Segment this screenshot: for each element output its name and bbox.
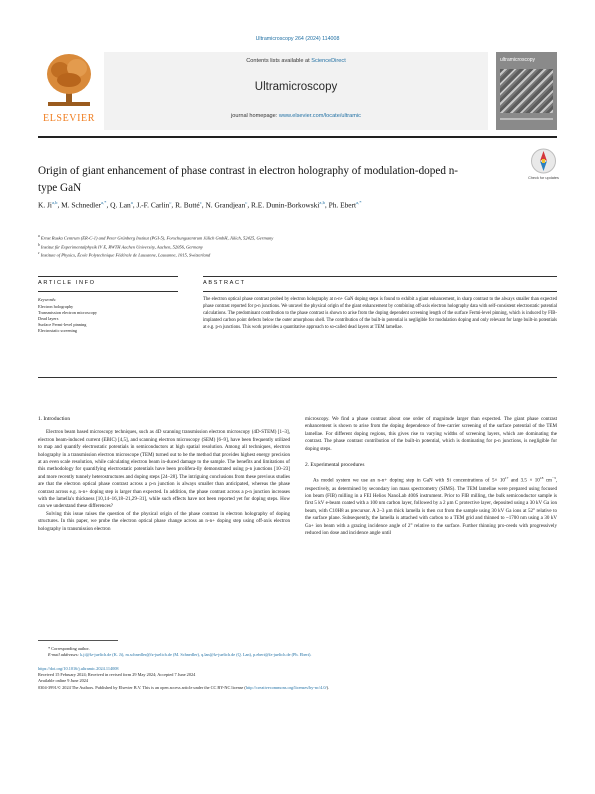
abstract-text: The electron optical phase contrast probed by electron holography at n-n+ GaN doping steps is found to exhibit a giant enhancement, in sharp contrast to the always smaller than expected phase contrast reported for p-n junctions. We unravel the physical origin of the giant enhancement by combining off-axis electron holography data with self-consistent electrostatic potential calculations. The predominant contribution to the phase contrast is shown to arise from the doping dependent screening length of the surface Fermi-level pinning, which is induced by FIB-implanted carbon point defects below the outer amorphous shell. The contribution of the built-in potential is negligible for modulation doping and only relevant for large built-in potentials at e.g. p-n junctions. This work provides a quantitative approach to so-called dead layers at TEM lamellae.	[203, 297, 557, 330]
section-1-paragraph-2: Solving this issue raises the question of the physical origin of the phase contrast in electron holography of doping structures. In this paper, we probe the electron optical phase change across an n-n+ doping step using off-axis electron holography in transmission electron	[38, 510, 290, 532]
abstract-rule-top	[203, 276, 557, 277]
received-dates: Received 15 February 2024; Received in revised form 29 May 2024; Accepted 7 June 2024	[38, 672, 196, 678]
corresponding-author-note: * Corresponding author.	[48, 646, 90, 651]
doi-link[interactable]: https://doi.org/10.1016/j.ultramic.2024.114008	[38, 666, 119, 671]
author-list: K. Ji$^{a,b}$, M. Schnedler$^{a,*}$, Q. Lan$^a$, J.-F. Carlin$^c$, R. Butté$^c$, N. Grandjean$^c$, R.E. Dunin-Borkowski$^{a,b}$, Ph. Ebert$^{a,*}$	[38, 200, 362, 210]
body-column-right	[305, 416, 557, 537]
sec2-text-a: As model system we use an n-n+ doping step in GaN with Si concentrations of 5× 10	[313, 478, 505, 485]
author-affiliation-marker[interactable]: a	[130, 200, 133, 205]
affiliation-text: Institute of Physics, École Polytechnique Fédérale de Lausanne, Lausanne, 1015, Switzerland	[40, 252, 211, 258]
keyword-item: Surface Fermi-level pinning	[38, 321, 87, 327]
sec2-exp-1: 17	[504, 476, 509, 481]
cover-title: ultramicroscopy	[500, 57, 536, 63]
article-info-rule-top	[38, 276, 178, 277]
publisher-name: ELSEVIER	[42, 113, 96, 124]
author-affiliation-marker[interactable]: c	[199, 200, 202, 205]
email-addresses[interactable]: k.ji@fz-juelich.de (K. Ji), m.schnedler@fz-juelich.de (M. Schnedler), q.lan@fz-juelich.de (Q. Lan), p.ebert@fz-juelich.de (Ph. Ebert).	[80, 652, 312, 658]
header-rule	[38, 136, 557, 138]
keyword-item: Transmission electron microscopy	[38, 309, 98, 315]
author-affiliation-marker[interactable]: a,b	[319, 200, 325, 205]
footnote-rule	[38, 640, 118, 641]
sec2-text-c: cm	[543, 478, 552, 485]
article-info-rule-bottom	[38, 291, 178, 292]
section-1-paragraph-3: microscopy. We find a phase contrast about one order of magnitude larger than expected. The giant phase contrast enhancement is shown to arise from the doping dependence of free-carrier screening of the surface potential of the TEM lamellae. For different doping regions, this gives rise to varying widths of screening layers, which are dominating the contrast. The phase contrast contribution of the built-in potential, which is dominating for p-n junctions, is negligible for doping steps.	[305, 416, 557, 452]
author-affiliation-marker[interactable]: a,*	[100, 200, 107, 205]
keyword-item: Electrostatic screening	[38, 327, 78, 333]
article-title	[38, 163, 468, 197]
author-affiliation-marker[interactable]: c	[245, 200, 248, 205]
available-online: Available online 9 June 2024	[38, 678, 89, 684]
affiliation-list	[38, 233, 557, 259]
author-name[interactable]: N. Grandjean	[205, 200, 246, 210]
affiliation-text: Ernst Ruska Centrum (ER-C-1) and Peter Grünberg Institut (PGI-5), Forschungszentrum Jülich GmbH, Jülich, 52425, Germany	[40, 235, 274, 241]
sec2-exp-3: −3	[551, 476, 556, 481]
crossmark-icon[interactable]	[530, 148, 557, 178]
homepage-prefix: journal homepage:	[231, 113, 279, 119]
author-affiliation-marker[interactable]: c	[169, 200, 172, 205]
affiliation-item	[38, 242, 557, 251]
license-close: ).	[326, 684, 330, 690]
masthead	[38, 52, 557, 132]
keywords-label: Keywords:	[38, 297, 57, 302]
section-1-heading: 1. Introduction	[38, 416, 71, 422]
sec2-text-b: and 3.5 × 10	[508, 478, 540, 485]
affiliation-item	[38, 250, 557, 259]
email-note	[38, 652, 557, 658]
author-affiliation-marker[interactable]: a,b	[51, 200, 58, 205]
affiliation-marker: a	[38, 234, 40, 238]
article-info-heading: ARTICLE INFO	[38, 280, 96, 286]
abstract-heading: ABSTRACT	[203, 280, 246, 286]
keyword-item: Dead layers	[38, 315, 59, 321]
author-name[interactable]: J.-F. Carlin	[136, 200, 170, 210]
journal-cover-image	[496, 52, 557, 130]
contents-prefix: Contents lists available at	[246, 58, 312, 64]
section-1-paragraph-1: Electron beam based microscopy techniques, such as 4D scanning transmission electron microscopy (4D-STEM) [1–3], electron beam-induced current (EBIC) [4,5], and scanning electron microscopy (SEM) [6–9], have been frequently utilized to map and quantify electrostatic potentials in semiconductors at high spatial resolution. Among all techniques, electron holography in a transmission electron microscope (TEM) turned out to be the method that provides highest energy precision at an even scale resolution, while calculating electron beam in-duced damage to the sample. The benefits and limitations of this methodology for quantifying electrostatic potentials have been prolifera-lly demonstrated using p-n junctions [10–23] and more recently tunnely heterostructures and doping steps [24–28]. The intriguing conclusions from these previous studies are that the electron optical phase contrast across a p-n junction is always smaller than anticipated, whereas the phase contrast across e.g. n-n+ doping step is larger than expected. In addition, the phase contrast across a p-n junction increases with the lamella's thickness [10,14–16,18–21,29–31], while such effects have not been reported yet for doping steps. How can we understand these differences?	[38, 429, 290, 510]
cover-graphic	[500, 69, 553, 113]
affiliation-marker: b	[38, 242, 40, 247]
sec2-text-d: , respectively, as determined by secondary ion mass spectrometry (SIMS). The TEM lamellae were prepared using focused ion beam (FIB) milling in a FEI Helios NanoLab 400S instrument. Prior to FIB milling, the bulk semiconductor sample is first 5 kV e-beam coated with a 100 nm carbon layer, followed by a 2 μm C protective layer, deposited using a 30 kV Ga ion beam, with C10H8 as precursor. A 2–3 μm thick lamella is then cut from the sample using 30 kV Ga ions at 52° relative to the surface plane. Subsequently, the lamella is attached with carbon to a TEM grid and thinned to ~1700 nm using a 30 kV Ga+ ion beam with a grazing incidence angle of 2° relative to the surface. Further thinning pro-ceeds with progressively reduced ion dose and incidence angle until	[305, 478, 557, 536]
masthead-box	[104, 52, 488, 130]
email-label: E-mail addresses:	[48, 652, 81, 658]
homepage-line	[104, 113, 488, 119]
elsevier-tree-icon	[44, 52, 94, 108]
affiliation-text: Institut für Experimentalphysik IV E, RWTH Aachen University, Aachen, 52056, Germany	[40, 244, 203, 249]
author-affiliation-marker[interactable]: a,*	[356, 200, 362, 205]
affiliation-marker: c	[38, 251, 40, 255]
author-name[interactable]: M. Schnedler	[61, 200, 101, 210]
journal-reference[interactable]: Ultramicroscopy 264 (2024) 114008	[255, 36, 340, 42]
body-column-left	[38, 416, 290, 533]
license-text: 0304-3991/© 2024 The Authors. Published by Elsevier B.V. This is an open access article under the CC BY-NC license (	[38, 684, 246, 690]
author-name[interactable]: Ph. Ebert	[328, 200, 357, 210]
keyword-item: Electron holography	[38, 304, 74, 309]
section-2-paragraph-1	[305, 475, 557, 537]
affiliation-item	[38, 233, 557, 242]
author-name[interactable]: Q. Lan	[110, 200, 131, 210]
abstract-rule-bottom	[203, 291, 557, 292]
elsevier-logo	[38, 52, 100, 130]
crossmark-label[interactable]: Check for updates	[528, 176, 559, 180]
footnotes	[38, 646, 557, 659]
publication-info	[38, 666, 557, 691]
sciencedirect-link[interactable]: ScienceDirect	[311, 58, 346, 64]
cover-subline	[500, 118, 553, 120]
author-name[interactable]: R. Butté	[175, 200, 200, 210]
abstract-end-rule	[38, 377, 557, 378]
author-name[interactable]: R.E. Dunin-Borkowski	[251, 200, 320, 210]
journal-name: Ultramicroscopy	[254, 81, 338, 93]
author-name[interactable]: K. Ji	[38, 200, 52, 210]
sec2-exp-2: 18	[539, 476, 544, 481]
homepage-link[interactable]: www.elsevier.com/locate/ultramic	[278, 113, 361, 119]
license-line	[38, 685, 557, 691]
keyword-list	[38, 304, 168, 334]
contents-line	[104, 58, 488, 64]
license-link[interactable]: http://creativecommons.org/licenses/by-nc/4.0/	[245, 684, 327, 690]
title-text: Origin of giant enhancement of phase contrast in electron holography of modulation-doped n-type GaN	[38, 165, 459, 194]
section-2-heading: 2. Experimental procedures	[305, 462, 365, 469]
